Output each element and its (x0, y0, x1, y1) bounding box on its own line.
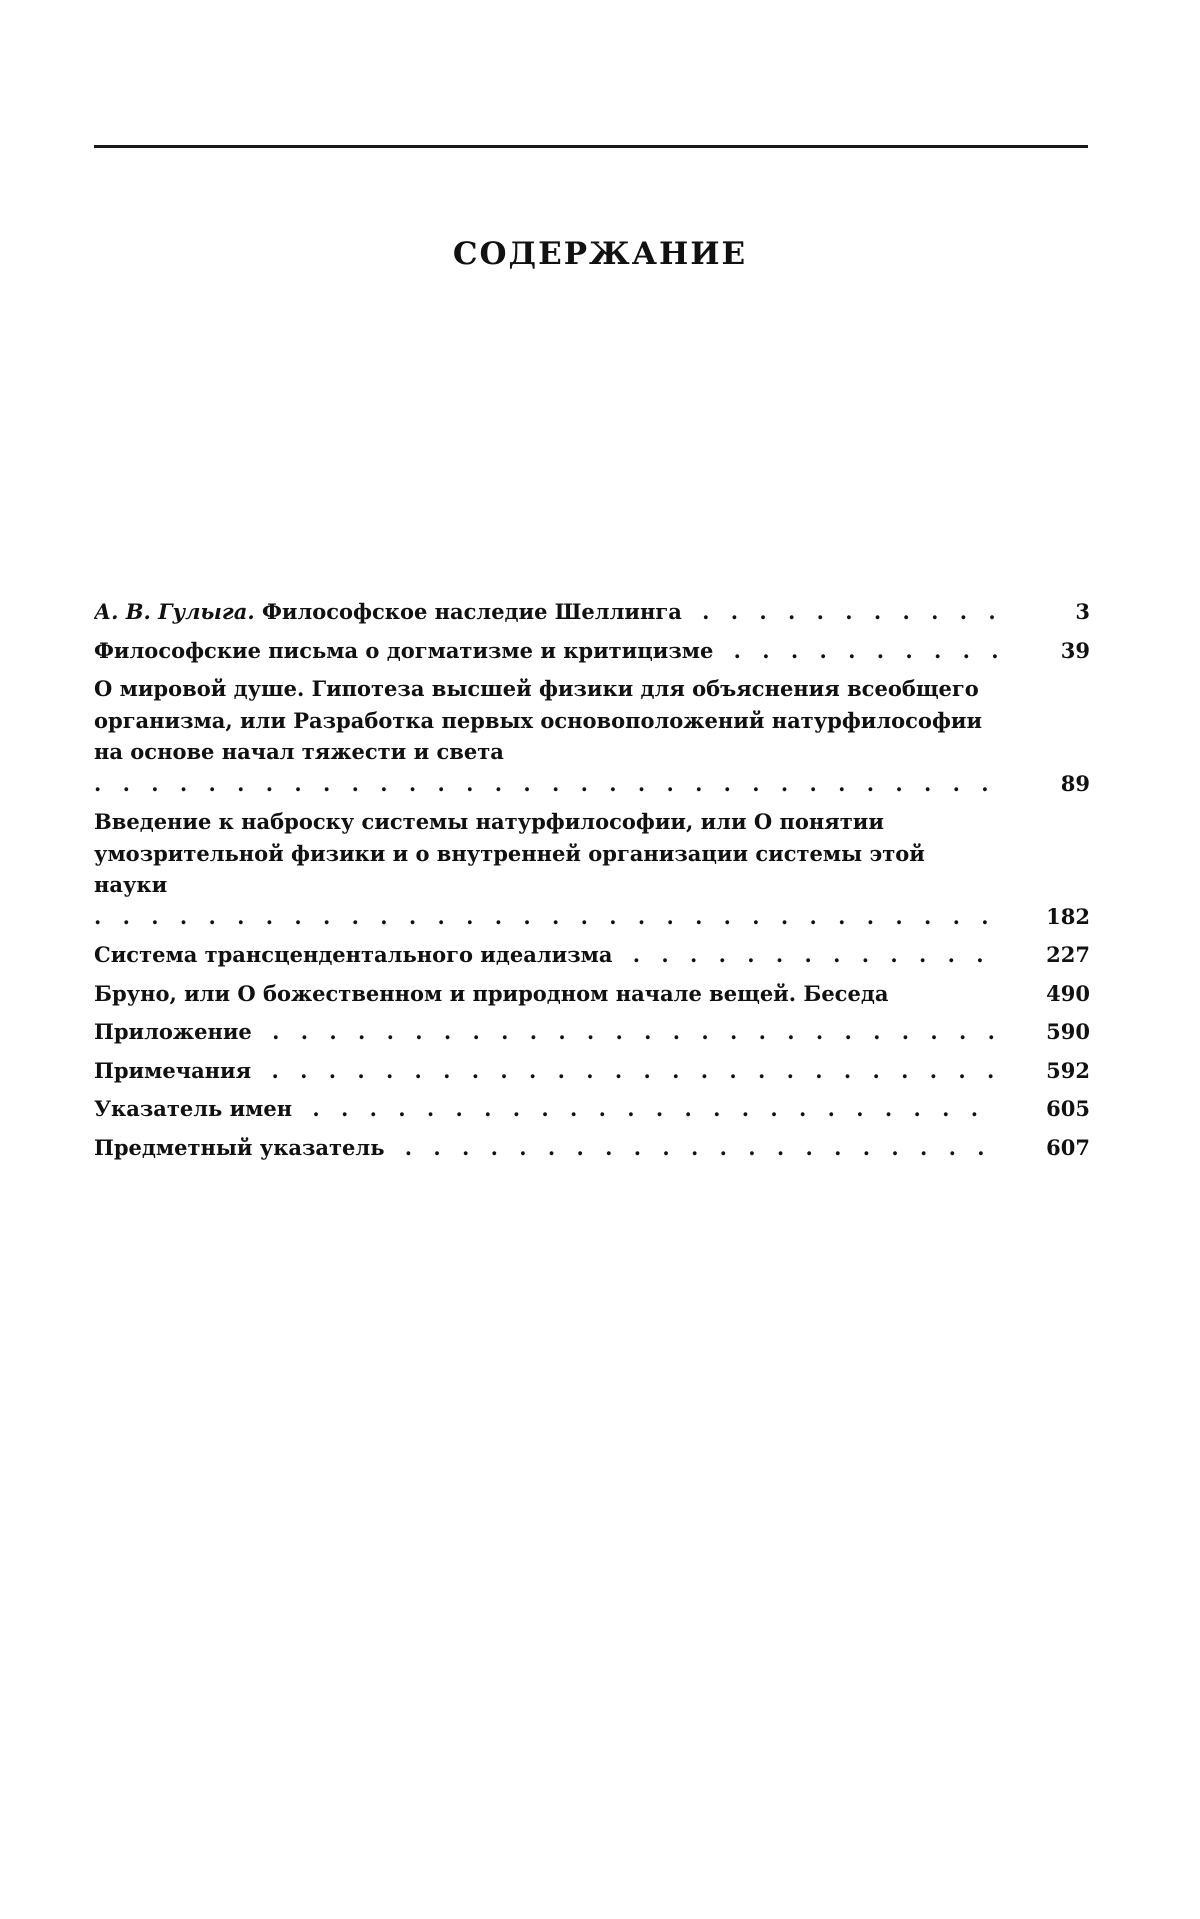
toc-entry[interactable] (94, 978, 1090, 1010)
toc-entry-page: 590 (1046, 1019, 1090, 1044)
toc-entry-title: Предметный указатель (94, 1135, 390, 1160)
toc-entry-page: 605 (1046, 1096, 1090, 1121)
toc-entry-title: Примечания (94, 1058, 257, 1083)
toc-entry-title: Приложение (94, 1019, 258, 1044)
top-rule (94, 145, 1088, 148)
toc-entry-text (94, 1055, 998, 1087)
toc-entry-page: 182 (1046, 903, 1090, 929)
toc-entry-page: 490 (1046, 980, 1090, 1006)
toc-entry-text (94, 596, 998, 628)
toc-entry-text (94, 978, 998, 1010)
toc-entry[interactable] (94, 1132, 1090, 1164)
toc-entry-title: Введение к наброску системы натурфилософии, или О понятии умозрительной физики и о внутренней организации системы этой науки (94, 809, 925, 897)
toc-entry-text (94, 1132, 998, 1164)
toc-entry-title: Философское наследие Шеллинга (261, 599, 682, 624)
toc-entry-text (94, 673, 998, 799)
toc-entry[interactable] (94, 1093, 1090, 1125)
page-title: СОДЕРЖАНИЕ (452, 236, 748, 272)
toc-entry-title: Бруно, или О божественном и природном начале вещей. Беседа (94, 981, 894, 1006)
toc-entry-title: Указатель имен (94, 1096, 298, 1121)
toc-entry-text (94, 939, 998, 971)
toc-entry[interactable] (94, 1016, 1090, 1048)
toc-entry-text (94, 1016, 998, 1048)
toc-entry[interactable] (94, 1055, 1090, 1087)
toc-entry-page: 607 (1046, 1134, 1090, 1160)
toc-entry-page: 39 (1060, 637, 1090, 663)
toc-entry[interactable] (94, 806, 1090, 932)
toc-entry-text (94, 806, 998, 932)
toc-entry-page: 592 (1046, 1057, 1090, 1083)
toc-entry-title: О мировой душе. Гипотеза высшей физики для объяснения всеобщего организма, или Разработка первых основоположений натурфилософии на основе начал тяжести и света (94, 676, 983, 764)
toc-entry-text (94, 635, 998, 667)
toc-entry[interactable] (94, 596, 1090, 628)
toc-entry-page: 3 (1075, 599, 1090, 624)
toc-entry-page: 89 (1060, 770, 1090, 796)
toc-entry-page: 227 (1046, 942, 1090, 967)
toc-entry-title: Философские письма о догматизме и критицизме (94, 638, 719, 663)
toc-entry-title: Система трансцендентального идеализма (94, 942, 618, 967)
toc-entry[interactable] (94, 635, 1090, 667)
toc-entry-text (94, 1093, 998, 1125)
toc-entry-author: А. В. Гулыга. (94, 599, 255, 624)
toc-entry[interactable] (94, 939, 1090, 971)
toc-entry[interactable] (94, 673, 1090, 799)
table-of-contents (94, 596, 1090, 1170)
